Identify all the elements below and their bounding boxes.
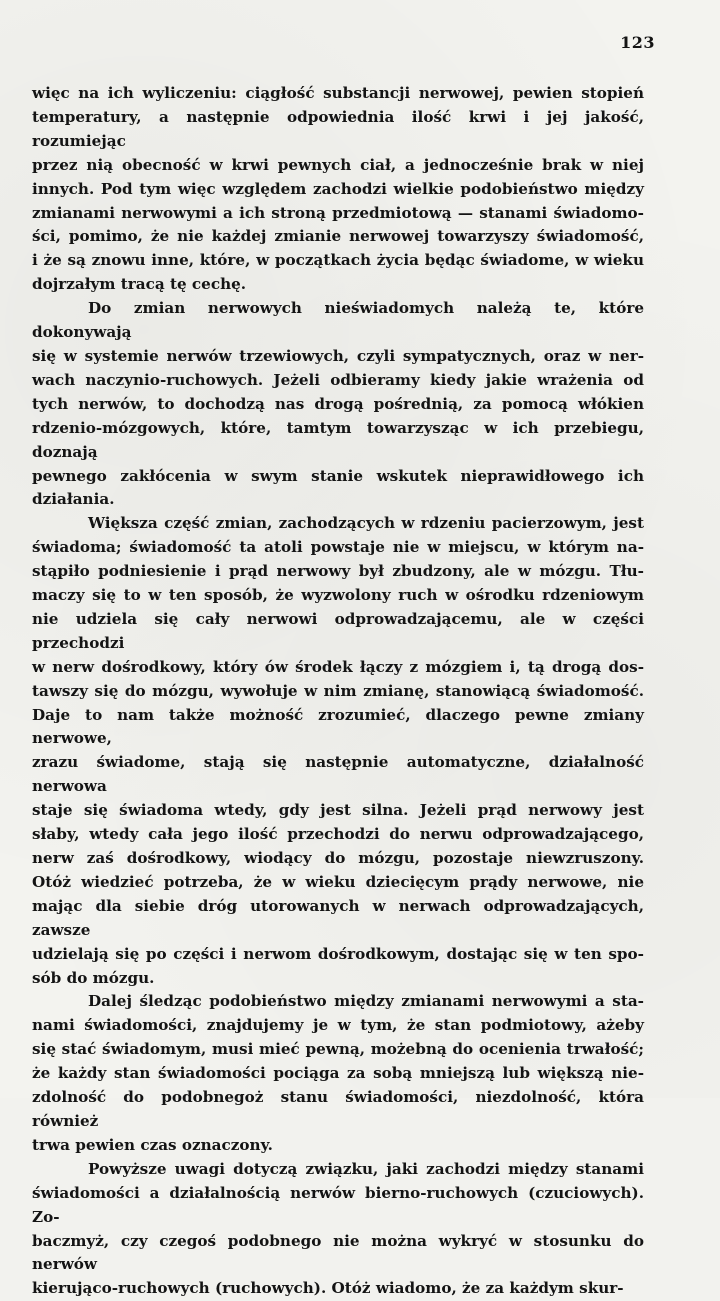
text-line: ści, pomimo, że nie każdej zmianie nerwowej towarzyszy świadomość, — [32, 227, 644, 246]
text-line: temperatury, a następnie odpowiednia ilość krwi i jej jakość, rozumiejąc — [32, 107, 644, 150]
text-line: wach naczynio-ruchowych. Jeżeli odbieramy kiedy jakie wrażenia od — [32, 370, 644, 389]
text-line: przez nią obecność w krwi pewnych ciał, a jednocześnie brak w niej — [32, 155, 644, 174]
text-line: Dalej śledząc podobieństwo między zmianami nerwowymi a sta- — [88, 992, 644, 1011]
text-line: pewnego zakłócenia w swym stanie wskutek nieprawidłowego ich — [32, 466, 644, 485]
text-line: nami świadomości, znajdujemy je w tym, że stan podmiotowy, ażeby — [32, 1016, 644, 1035]
text-line: w nerw dośrodkowy, który ów środek łączy z mózgiem i, tą drogą dos- — [32, 657, 644, 676]
text-line: że każdy stan świadomości pociąga za sobą mniejszą lub większą nie- — [32, 1064, 644, 1083]
text-line: słaby, wtedy cała jego ilość przechodzi do nerwu odprowadzającego, — [32, 825, 644, 844]
text-line: mając dla siebie dróg utorowanych w nerwach odprowadzających, zawsze — [32, 896, 644, 939]
text-line: zmianami nerwowymi a ich stroną przedmiotową — stanami świadomo- — [32, 203, 644, 222]
text-line: nie udziela się cały nerwowi odprowadzającemu, ale w części przechodzi — [32, 609, 644, 652]
text-line: udzielają się po części i nerwom dośrodkowym, dostając się w ten spo- — [32, 944, 644, 963]
text-line: stąpiło podniesienie i prąd nerwowy był zbudzony, ale w mózgu. Tłu- — [32, 562, 644, 581]
text-line: Daje to nam także możność zrozumieć, dlaczego pewne zmiany nerwowe, — [32, 705, 644, 748]
paragraph — [32, 512, 644, 990]
body-text — [32, 82, 644, 1301]
text-line: się w systemie nerwów trzewiowych, czyli sympatycznych, oraz w ner- — [32, 346, 644, 365]
text-line: tych nerwów, to dochodzą nas drogą pośrednią, za pomocą włókien — [32, 394, 644, 413]
text-line: się stać świadomym, musi mieć pewną, możebną do ocenienia trwałość; — [32, 1040, 644, 1059]
text-line: sób do mózgu. — [32, 968, 155, 987]
text-line: świadoma; świadomość ta atoli powstaje nie w miejscu, w którym na- — [32, 538, 644, 557]
text-line: Powyższe uwagi dotyczą związku, jaki zachodzi między stanami — [88, 1159, 644, 1178]
paragraph — [32, 297, 644, 512]
text-line: innych. Pod tym więc względem zachodzi wielkie podobieństwo między — [32, 179, 644, 198]
text-line: zrazu świadome, stają się następnie automatyczne, działalność nerwowa — [32, 753, 644, 796]
text-line: Otóż wiedzieć potrzeba, że w wieku dziecięcym prądy nerwowe, nie — [32, 872, 644, 891]
text-line: staje się świadoma wtedy, gdy jest silna. Jeżeli prąd nerwowy jest — [32, 801, 644, 820]
paragraph — [32, 1158, 644, 1301]
text-line: Do zmian nerwowych nieświadomych należą te, które dokonywają — [32, 299, 644, 342]
page-number: 123 — [620, 33, 655, 52]
paragraph — [32, 990, 644, 1157]
text-line: kierująco-ruchowych (ruchowych). Otóż wiadomo, że za każdym skur- — [32, 1279, 624, 1298]
text-line: i że są znowu inne, które, w początkach życia będąc świadome, w wieku — [32, 251, 644, 270]
text-line: maczy się to w ten sposób, że wyzwolony ruch w ośrodku rdzeniowym — [32, 586, 644, 605]
text-line: zdolność do podobnegoż stanu świadomości, niezdolność, która również — [32, 1088, 644, 1130]
text-line: tawszy się do mózgu, wywołuje w nim zmianę, stanowiącą świadomość. — [32, 681, 644, 700]
text-line: nerw zaś dośrodkowy, wiodący do mózgu, pozostaje niewzruszony. — [32, 849, 644, 867]
text-line: dojrzałym tracą tę cechę. — [32, 275, 247, 294]
text-line: więc na ich wyliczeniu: ciągłość substancji nerwowej, pewien stopień — [32, 84, 644, 102]
text-line: Większa część zmian, zachodzących w rdzeniu pacierzowym, jest — [88, 514, 644, 533]
text-line: świadomości a działalnością nerwów bierno-ruchowych (czuciowych). Zo- — [32, 1183, 644, 1226]
text-line: trwa pewien czas oznaczony. — [32, 1135, 273, 1154]
text-line: rdzenio-mózgowych, które, tamtym towarzysząc w ich przebiegu, doznają — [32, 418, 644, 461]
text-line: działania. — [32, 490, 115, 509]
text-line: baczmyż, czy czegoś podobnego nie można wykryć w stosunku do nerwów — [32, 1231, 644, 1274]
paragraph — [32, 82, 644, 297]
